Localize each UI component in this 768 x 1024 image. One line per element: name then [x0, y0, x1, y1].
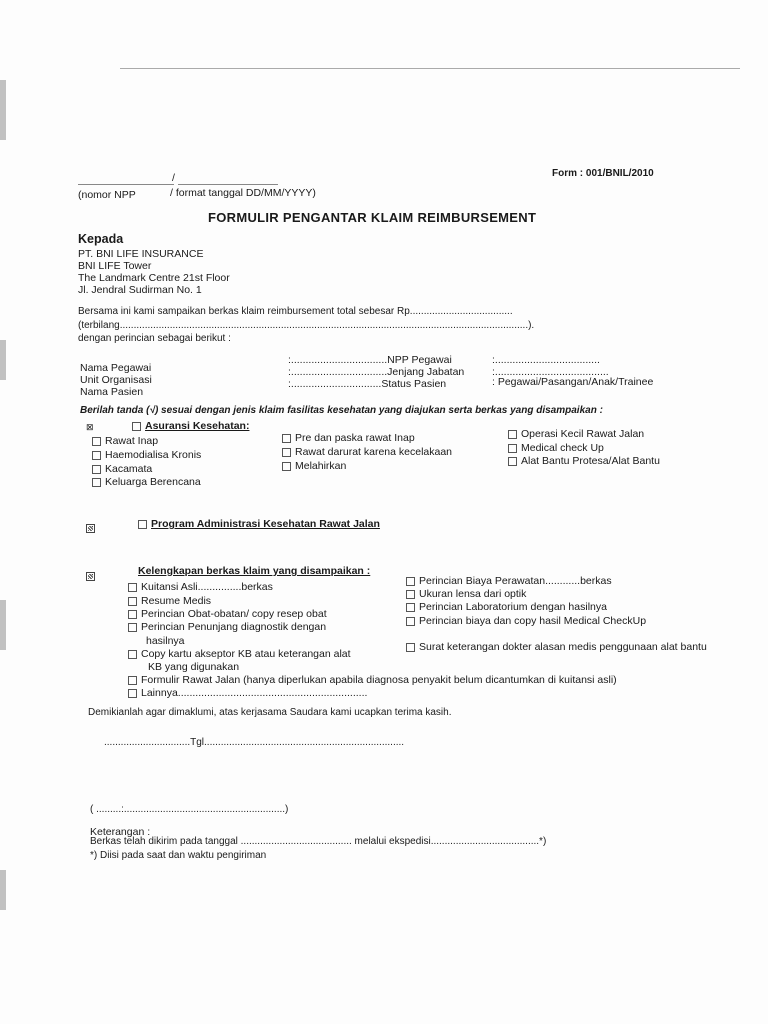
notes-heading: Keterangan :: [90, 826, 151, 838]
document-option[interactable]: [128, 581, 273, 593]
document-option[interactable]: [128, 674, 617, 686]
document-option[interactable]: [128, 621, 326, 633]
checkbox[interactable]: [128, 610, 137, 619]
date-line[interactable]: ...............................Tgl........................................................................: [104, 737, 405, 748]
form-code: Form : 001/BNIL/2010: [552, 168, 654, 179]
checkbox[interactable]: [508, 444, 517, 453]
option-label: Operasi Kecil Rawat Jalan: [521, 428, 645, 440]
document-option[interactable]: [406, 588, 526, 600]
npp-line: [78, 184, 174, 185]
employee-label: Nama Pegawai: [80, 362, 152, 374]
option-label: Pre dan paska rawat Inap: [295, 432, 415, 444]
checkbox[interactable]: [508, 457, 517, 466]
option-label: Keluarga Berencana: [105, 476, 201, 488]
asuransi-option[interactable]: [282, 446, 452, 458]
option-label: Melahirkan: [295, 460, 347, 472]
document-option[interactable]: [406, 615, 646, 627]
recipient-line: The Landmark Centre 21st Floor: [78, 272, 230, 284]
scan-edge-mark: [0, 600, 6, 650]
sent-line: Berkas telah dikirim pada tanggal ........................................ melalui ekspedisi.......................................*): [90, 836, 547, 847]
checkbox[interactable]: [406, 617, 415, 626]
page-title: FORMULIR PENGANTAR KLAIM REIMBURSEMENT: [208, 210, 537, 225]
asuransi-option[interactable]: [282, 432, 415, 444]
checkbox[interactable]: [92, 465, 101, 474]
scan-top-line: [120, 68, 740, 69]
employee-label: Unit Organisasi: [80, 374, 152, 386]
asuransi-option[interactable]: [508, 455, 660, 467]
scan-edge-mark: [0, 340, 6, 380]
option-label: Haemodialisa Kronis: [105, 449, 202, 461]
document-option[interactable]: [406, 641, 707, 653]
option-label: Medical check Up: [521, 442, 604, 454]
checkbox[interactable]: [282, 462, 291, 471]
option-label: Formulir Rawat Jalan (hanya diperlukan apabila diagnosa penyakit belum dicantumkan di kuitansi asli): [141, 674, 617, 686]
employee-label: Nama Pasien: [80, 386, 144, 398]
checkbox[interactable]: [92, 451, 101, 460]
checkbox[interactable]: [128, 676, 137, 685]
npp-date-slash: /: [172, 172, 175, 184]
asuransi-option[interactable]: [282, 460, 346, 472]
program-heading: Program Administrasi Kesehatan Rawat Jalan: [151, 518, 380, 530]
option-label: Perincian biaya dan copy hasil Medical CheckUp: [419, 615, 647, 627]
crossed-checkbox[interactable]: [86, 572, 95, 581]
document-option[interactable]: [128, 595, 211, 607]
recipient-line: BNI LIFE Tower: [78, 260, 152, 272]
document-option[interactable]: [128, 608, 327, 620]
footnote: *) Diisi pada saat dan waktu pengiriman: [90, 850, 267, 861]
option-label-cont: hasilnya: [146, 635, 185, 647]
intro-line: Bersama ini kami sampaikan berkas klaim reimbursement total sebesar Rp.....................................: [78, 306, 513, 317]
document-option[interactable]: [128, 687, 367, 699]
option-label: Resume Medis: [141, 595, 212, 607]
checkbox[interactable]: [92, 478, 101, 487]
option-label: Perincian Penunjang diagnostik dengan: [141, 621, 327, 633]
option-label: Ukuran lensa dari optik: [419, 588, 527, 600]
asuransi-option[interactable]: [508, 428, 644, 440]
checkbox[interactable]: [508, 430, 517, 439]
scan-edge-mark: [0, 870, 6, 910]
asuransi-option[interactable]: [92, 463, 152, 475]
employee-field[interactable]: : Pegawai/Pasangan/Anak/Trainee: [492, 376, 654, 388]
option-label: Surat keterangan dokter alasan medis penggunaan alat bantu: [419, 641, 707, 653]
checkbox[interactable]: [128, 597, 137, 606]
option-label: Kuitansi Asli...............berkas: [141, 581, 273, 593]
checkbox[interactable]: [128, 650, 137, 659]
document-option[interactable]: [128, 648, 351, 660]
employee-field[interactable]: :....................................: [492, 354, 600, 366]
kelengkapan-heading: Kelengkapan berkas klaim yang disampaikan :: [138, 565, 371, 577]
checkbox[interactable]: [282, 434, 291, 443]
recipient-line: Jl. Jendral Sudirman No. 1: [78, 284, 202, 296]
asuransi-heading: Asuransi Kesehatan:: [145, 420, 250, 432]
scan-edge-mark: [0, 80, 6, 140]
intro-line: (terbilang...................................................................................................................................................).: [78, 320, 535, 331]
closing-text: Demikianlah agar dimaklumi, atas kerjasama Saudara kami ucapkan terima kasih.: [88, 707, 452, 718]
option-label: Perincian Obat-obatan/ copy resep obat: [141, 608, 327, 620]
option-label: Copy kartu akseptor KB atau keterangan alat: [141, 648, 351, 660]
program-section: [138, 518, 380, 530]
section-marker: [86, 522, 95, 534]
option-label-cont: KB yang digunakan: [148, 661, 240, 673]
section-marker: [86, 570, 95, 582]
section-marker: ⊠: [86, 422, 94, 432]
checkbox[interactable]: [128, 623, 137, 632]
checkbox[interactable]: [282, 448, 291, 457]
document-option[interactable]: [406, 601, 607, 613]
checkbox[interactable]: [406, 590, 415, 599]
option-label: Perincian Laboratorium dengan hasilnya: [419, 601, 607, 613]
option-label: Perincian Biaya Perawatan............berkas: [419, 575, 612, 587]
asuransi-section: [132, 420, 249, 432]
checkbox[interactable]: [138, 520, 147, 529]
checkbox[interactable]: [128, 583, 137, 592]
signature-name-line[interactable]: ( .........:..........................................................): [90, 804, 289, 815]
asuransi-option[interactable]: [92, 435, 158, 447]
checkbox[interactable]: [406, 577, 415, 586]
instruction-text: Berilah tanda (√) sesuai dengan jenis klaim fasilitas kesehatan yang diajukan serta berkas yang disampaikan :: [80, 405, 603, 416]
crossed-checkbox[interactable]: [86, 524, 95, 533]
checkbox[interactable]: [132, 422, 141, 431]
recipient-line: PT. BNI LIFE INSURANCE: [78, 248, 204, 260]
npp-caption: (nomor NPP: [78, 189, 136, 201]
employee-field[interactable]: :.......................................: [492, 366, 609, 378]
option-label: Rawat darurat karena kecelakaan: [295, 446, 453, 458]
option-label: Rawat Inap: [105, 435, 159, 447]
employee-field[interactable]: :...............................Status Pasien: [288, 378, 447, 390]
employee-field[interactable]: :.................................Jenjang Jabatan: [288, 366, 465, 378]
date-line: [178, 184, 278, 185]
option-label: Alat Bantu Protesa/Alat Bantu: [521, 455, 660, 467]
checkbox[interactable]: [406, 643, 415, 652]
date-caption: / format tanggal DD/MM/YYYY): [170, 187, 316, 199]
document-option[interactable]: [406, 575, 612, 587]
intro-line: dengan perincian sebagai berikut :: [78, 333, 231, 344]
option-label: Kacamata: [105, 463, 153, 475]
employee-field[interactable]: :.................................NPP Pegawai: [288, 354, 452, 366]
recipient-heading: Kepada: [78, 232, 124, 246]
option-label: Lainnya.................................................................: [141, 687, 368, 699]
asuransi-option[interactable]: [92, 476, 201, 488]
asuransi-option[interactable]: [92, 449, 201, 461]
checkbox[interactable]: [406, 603, 415, 612]
checkbox[interactable]: [92, 437, 101, 446]
asuransi-option[interactable]: [508, 442, 604, 454]
checkbox[interactable]: [128, 689, 137, 698]
